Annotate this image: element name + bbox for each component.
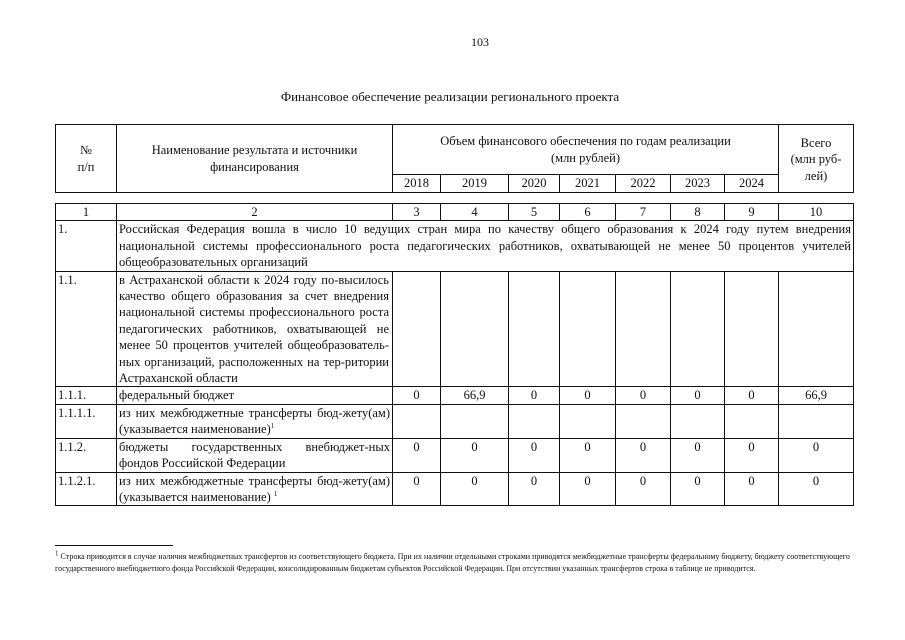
value-cell bbox=[779, 271, 854, 387]
value-cell: 0 bbox=[725, 472, 779, 506]
table-row bbox=[56, 271, 854, 387]
row-num: 1. bbox=[56, 221, 117, 271]
value-cell bbox=[616, 271, 671, 387]
value-cell bbox=[509, 271, 560, 387]
col-number: 7 bbox=[616, 204, 671, 221]
value-cell: 0 bbox=[779, 472, 854, 506]
value-cell: 0 bbox=[725, 387, 779, 404]
value-cell: 0 bbox=[616, 387, 671, 404]
page-number: 103 bbox=[471, 35, 489, 49]
col-number: 1 bbox=[56, 204, 117, 221]
footnote-divider bbox=[55, 545, 173, 546]
footnote-ref: 1 bbox=[270, 422, 275, 431]
row-num: 1.1.1.1. bbox=[56, 404, 117, 438]
header-year: 2023 bbox=[671, 175, 725, 193]
value-cell: 66,9 bbox=[441, 387, 509, 404]
row-text-cell bbox=[117, 472, 393, 506]
value-cell bbox=[671, 271, 725, 387]
row-text: Российская Федерация вошла в число 10 ведущих стран мира по качеству общего образования к 2024 году путем внедрения национальной системы профессионального роста педагогических работников, охватывающей не менее 50 процентов учителей общеобразовательных организаций bbox=[117, 221, 854, 271]
value-cell bbox=[725, 404, 779, 438]
header-num: № п/п bbox=[56, 125, 117, 193]
value-cell: 0 bbox=[560, 387, 616, 404]
value-cell: 0 bbox=[725, 438, 779, 472]
value-cell bbox=[393, 404, 441, 438]
value-cell: 0 bbox=[509, 472, 560, 506]
value-cell bbox=[671, 404, 725, 438]
value-cell bbox=[441, 404, 509, 438]
value-cell: 0 bbox=[671, 387, 725, 404]
row-text: из них межбюджетные трансферты бюд-жету(ам) (указывается наименование) bbox=[119, 405, 390, 437]
col-number: 6 bbox=[560, 204, 616, 221]
footnote-text: Строка приводится в случае наличия межбюджетных трансфертов из соответствующего бюджета. При их наличии отдельными строками приводятся межбюджетные трансферты федеральному бюджету, бюджету соответствующего государственного внебюджетного фонда Российской Федерации, консолидированным бюджетам субъектов Российской Федерации. При отсутствии указанных трансфертов строка в таблице не приводится. bbox=[55, 552, 850, 573]
value-cell: 0 bbox=[509, 387, 560, 404]
col-number: 10 bbox=[779, 204, 854, 221]
header-year: 2019 bbox=[441, 175, 509, 193]
header-year: 2022 bbox=[616, 175, 671, 193]
row-num: 1.1.2.1. bbox=[56, 472, 117, 506]
value-cell: 0 bbox=[616, 472, 671, 506]
financing-table bbox=[55, 203, 854, 506]
value-cell bbox=[509, 404, 560, 438]
value-cell: 0 bbox=[441, 472, 509, 506]
value-cell bbox=[441, 271, 509, 387]
column-numbers-row bbox=[56, 204, 854, 221]
document-title: Финансовое обеспечение реализации регионального проекта bbox=[280, 89, 620, 104]
header-year: 2020 bbox=[509, 175, 560, 193]
row-text: бюджеты государственных внебюджет-ных фондов Российской Федерации bbox=[117, 438, 393, 472]
col-number: 5 bbox=[509, 204, 560, 221]
header-year: 2018 bbox=[393, 175, 441, 193]
row-text-cell bbox=[117, 404, 393, 438]
col-number: 3 bbox=[393, 204, 441, 221]
value-cell bbox=[393, 271, 441, 387]
header-total: Всего (млн руб-лей) bbox=[779, 125, 854, 193]
value-cell: 0 bbox=[393, 472, 441, 506]
value-cell bbox=[779, 404, 854, 438]
value-cell: 0 bbox=[560, 472, 616, 506]
value-cell: 0 bbox=[441, 438, 509, 472]
col-number: 8 bbox=[671, 204, 725, 221]
value-cell: 0 bbox=[560, 438, 616, 472]
table-row bbox=[56, 221, 854, 271]
value-cell: 0 bbox=[671, 438, 725, 472]
col-number: 4 bbox=[441, 204, 509, 221]
col-number: 2 bbox=[117, 204, 393, 221]
row-text: из них межбюджетные трансферты бюд-жету(ам) (указывается наименование) bbox=[119, 473, 390, 504]
header-table bbox=[55, 124, 854, 193]
row-num: 1.1.2. bbox=[56, 438, 117, 472]
header-year: 2024 bbox=[725, 175, 779, 193]
value-cell: 0 bbox=[393, 438, 441, 472]
row-num: 1.1. bbox=[56, 271, 117, 387]
table-row bbox=[56, 438, 854, 472]
col-number: 9 bbox=[725, 204, 779, 221]
value-cell: 0 bbox=[509, 438, 560, 472]
header-volume: Объем финансового обеспечения по годам реализации (млн рублей) bbox=[393, 125, 779, 175]
table-row bbox=[56, 404, 854, 438]
value-cell bbox=[560, 271, 616, 387]
row-text: в Астраханской области к 2024 году по-высилось качество общего образования за счет внедрения национальной системы профессионального роста педагогических работников, охватывающей не менее 50 процентов учителей общеобразователь-ных организаций, расположенных на тер-ритории Астраханской области bbox=[117, 271, 393, 387]
row-text: федеральный бюджет bbox=[117, 387, 393, 404]
footnote bbox=[55, 551, 861, 575]
table-row bbox=[56, 387, 854, 404]
footnote-ref: 1 bbox=[273, 489, 278, 498]
value-cell bbox=[616, 404, 671, 438]
header-name: Наименование результата и источники финансирования bbox=[117, 125, 393, 193]
header-year: 2021 bbox=[560, 175, 616, 193]
value-cell: 0 bbox=[779, 438, 854, 472]
footnote-mark: 1 bbox=[55, 549, 59, 558]
value-cell: 66,9 bbox=[779, 387, 854, 404]
value-cell: 0 bbox=[616, 438, 671, 472]
value-cell: 0 bbox=[671, 472, 725, 506]
value-cell bbox=[560, 404, 616, 438]
value-cell: 0 bbox=[393, 387, 441, 404]
row-num: 1.1.1. bbox=[56, 387, 117, 404]
value-cell bbox=[725, 271, 779, 387]
table-row bbox=[56, 472, 854, 506]
